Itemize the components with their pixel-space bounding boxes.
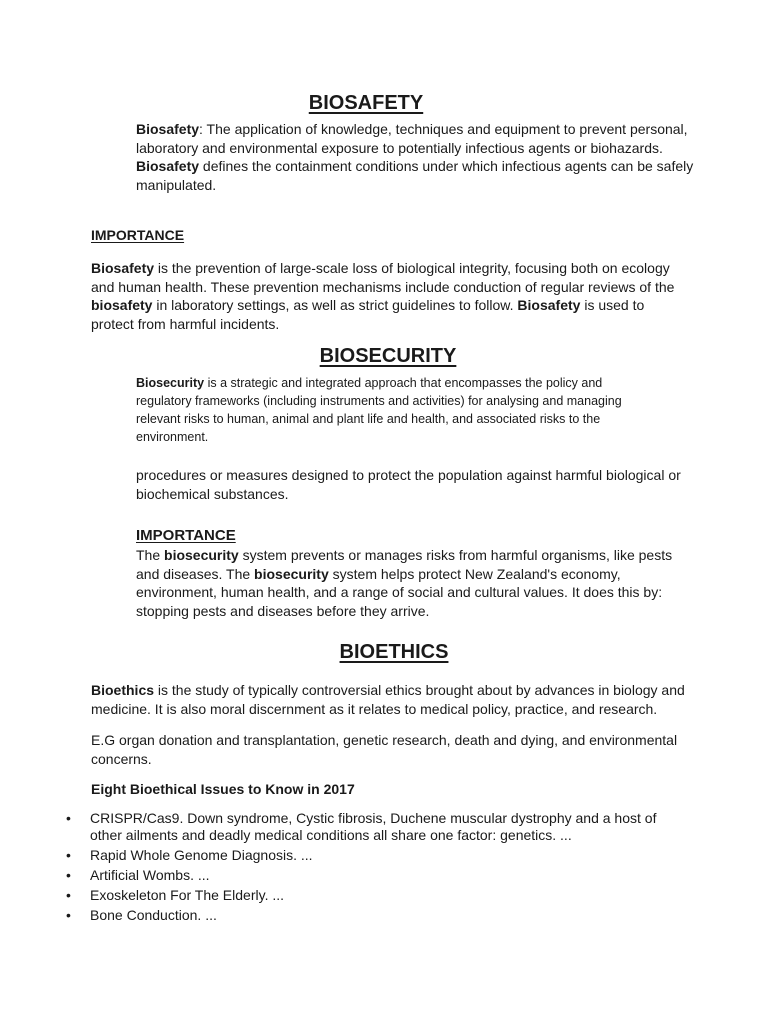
bullet-icon: • bbox=[66, 906, 71, 923]
term: biosafety bbox=[91, 297, 153, 314]
text: system prevents or manages risks from harmful organisms, like pests and diseases. The bbox=[136, 547, 673, 582]
biosafety-definition bbox=[136, 120, 696, 194]
list-item bbox=[62, 907, 672, 924]
term: Biosafety bbox=[136, 158, 200, 175]
list-item-text: Rapid Whole Genome Diagnosis. ... bbox=[90, 846, 313, 863]
list-item bbox=[62, 847, 672, 864]
bullet-icon: • bbox=[66, 866, 71, 883]
bioethics-definition bbox=[91, 681, 691, 718]
list-item-text: Bone Conduction. ... bbox=[90, 906, 217, 923]
text: system helps protect New Zealand's economy, environment, human health, and a range of social and cultural values. It does this by: stopping pests and diseases before they arrive. bbox=[136, 565, 663, 619]
bullet-icon: • bbox=[66, 846, 71, 863]
biosecurity-importance bbox=[136, 546, 676, 620]
bullet-icon: • bbox=[66, 810, 71, 826]
text: The bbox=[136, 547, 165, 563]
bullet-icon: • bbox=[66, 886, 71, 903]
text: : The application of knowledge, techniques and equipment to prevent personal, laboratory and environmental exposure to potentially infectious agents or biohazards. bbox=[136, 121, 688, 156]
text: in laboratory settings, as well as strict guidelines to follow. bbox=[152, 297, 518, 314]
bioethical-issues-heading: Eight Bioethical Issues to Know in 2017 bbox=[91, 781, 355, 797]
term: Biosafety bbox=[517, 297, 581, 314]
bioethics-heading: BIOETHICS bbox=[339, 641, 449, 663]
biosafety-heading: BIOSAFETY bbox=[308, 92, 424, 114]
biosafety-importance-heading: IMPORTANCE bbox=[91, 227, 185, 243]
biosecurity-importance-heading: IMPORTANCE bbox=[136, 527, 236, 544]
term: Biosafety bbox=[91, 260, 155, 276]
list-item bbox=[62, 887, 672, 904]
list-item-text: CRISPR/Cas9. Down syndrome, Cystic fibrosis, Duchene muscular dystrophy and a host of other ailments and deadly medical conditions all share one factor: genetics. ... bbox=[90, 810, 657, 843]
text: defines the containment conditions under which infectious agents can be safely manipulated. bbox=[136, 158, 694, 193]
biosecurity-definition bbox=[136, 374, 656, 446]
list-item bbox=[62, 810, 672, 843]
biosafety-importance bbox=[91, 259, 681, 333]
bioethical-issues-list bbox=[62, 810, 672, 927]
list-item bbox=[62, 867, 672, 884]
text: is a strategic and integrated approach that encompasses the policy and regulatory frameworks (including instruments and activities) for analysing and managing relevant risks to human, animal and plant life and health, and associated risks to the environment. bbox=[136, 376, 622, 444]
bioethics-examples: E.G organ donation and transplantation, genetic research, death and dying, and environmental concerns. bbox=[91, 732, 678, 767]
term: Bioethics bbox=[91, 682, 155, 698]
biosecurity-heading: BIOSECURITY bbox=[319, 345, 457, 367]
term: Biosafety bbox=[136, 121, 200, 137]
text: is the prevention of large-scale loss of biological integrity, focusing both on ecology and human health. These prevention mechanisms include conduction of regular reviews of the bbox=[91, 260, 675, 295]
text: is the study of typically controversial ethics brought about by advances in biology and medicine. It is also moral discernment as it relates to medical policy, practice, and research. bbox=[91, 682, 685, 717]
biosecurity-procedures: procedures or measures designed to protect the population against harmful biological or biochemical substances. bbox=[136, 467, 681, 502]
list-item-text: Exoskeleton For The Elderly. ... bbox=[90, 886, 285, 903]
text: is used to protect from harmful incidents. bbox=[91, 297, 645, 332]
term: Biosecurity bbox=[136, 376, 205, 390]
term: biosecurity bbox=[254, 565, 329, 582]
term: biosecurity bbox=[164, 547, 239, 563]
list-item-text: Artificial Wombs. ... bbox=[90, 866, 210, 883]
